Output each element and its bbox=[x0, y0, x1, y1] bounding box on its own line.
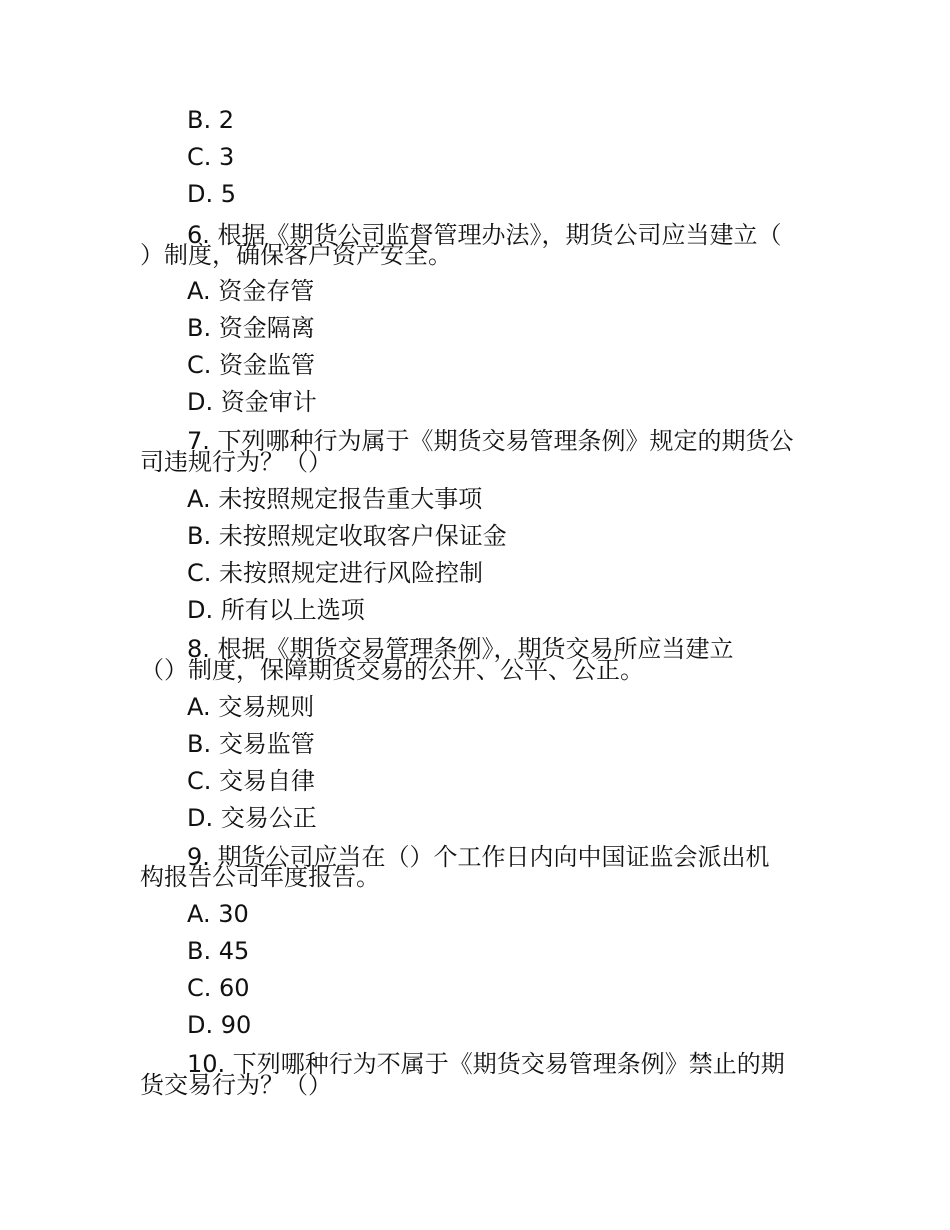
option-7d: D. 所有以上选项 bbox=[187, 596, 365, 624]
question-7-line-1: 7. 下列哪种行为属于《期货交易管理条例》规定的期货公 bbox=[187, 427, 794, 455]
question-10-line-1: 10. 下列哪种行为不属于《期货交易管理条例》禁止的期 bbox=[187, 1050, 785, 1078]
question-10-line-2: 货交易行为？（） bbox=[140, 1071, 332, 1099]
option-7a: A. 未按照规定报告重大事项 bbox=[187, 485, 483, 513]
option-8b: B. 交易监管 bbox=[187, 730, 315, 758]
question-7-line-2: 司违规行为？（） bbox=[140, 448, 332, 476]
option-7b: B. 未按照规定收取客户保证金 bbox=[187, 522, 507, 550]
option-8d: D. 交易公正 bbox=[187, 804, 317, 832]
option-9b: B. 45 bbox=[187, 937, 250, 965]
option-5d: D. 5 bbox=[187, 180, 237, 208]
option-5c: C. 3 bbox=[187, 143, 235, 171]
option-8a: A. 交易规则 bbox=[187, 693, 315, 721]
option-9a: A. 30 bbox=[187, 900, 249, 928]
option-6b: B. 资金隔离 bbox=[187, 314, 315, 342]
option-7c: C. 未按照规定进行风险控制 bbox=[187, 559, 484, 587]
option-5b: B. 2 bbox=[187, 106, 234, 134]
option-6a: A. 资金存管 bbox=[187, 277, 315, 305]
question-6-line-2: ）制度，确保客户资产安全。 bbox=[140, 241, 452, 269]
option-9d: D. 90 bbox=[187, 1011, 252, 1039]
option-6d: D. 资金审计 bbox=[187, 388, 317, 416]
question-8-line-1: 8. 根据《期货交易管理条例》，期货交易所应当建立 bbox=[187, 635, 734, 663]
question-9-line-1: 9. 期货公司应当在（）个工作日内向中国证监会派出机 bbox=[187, 843, 770, 871]
option-6c: C. 资金监管 bbox=[187, 351, 316, 379]
question-8-line-2: （）制度，保障期货交易的公开、公平、公正。 bbox=[140, 656, 644, 684]
option-8c: C. 交易自律 bbox=[187, 767, 316, 795]
question-9-line-2: 构报告公司年度报告。 bbox=[140, 863, 380, 891]
question-6-line-1: 6. 根据《期货公司监督管理办法》，期货公司应当建立（ bbox=[187, 221, 782, 249]
option-9c: C. 60 bbox=[187, 974, 250, 1002]
